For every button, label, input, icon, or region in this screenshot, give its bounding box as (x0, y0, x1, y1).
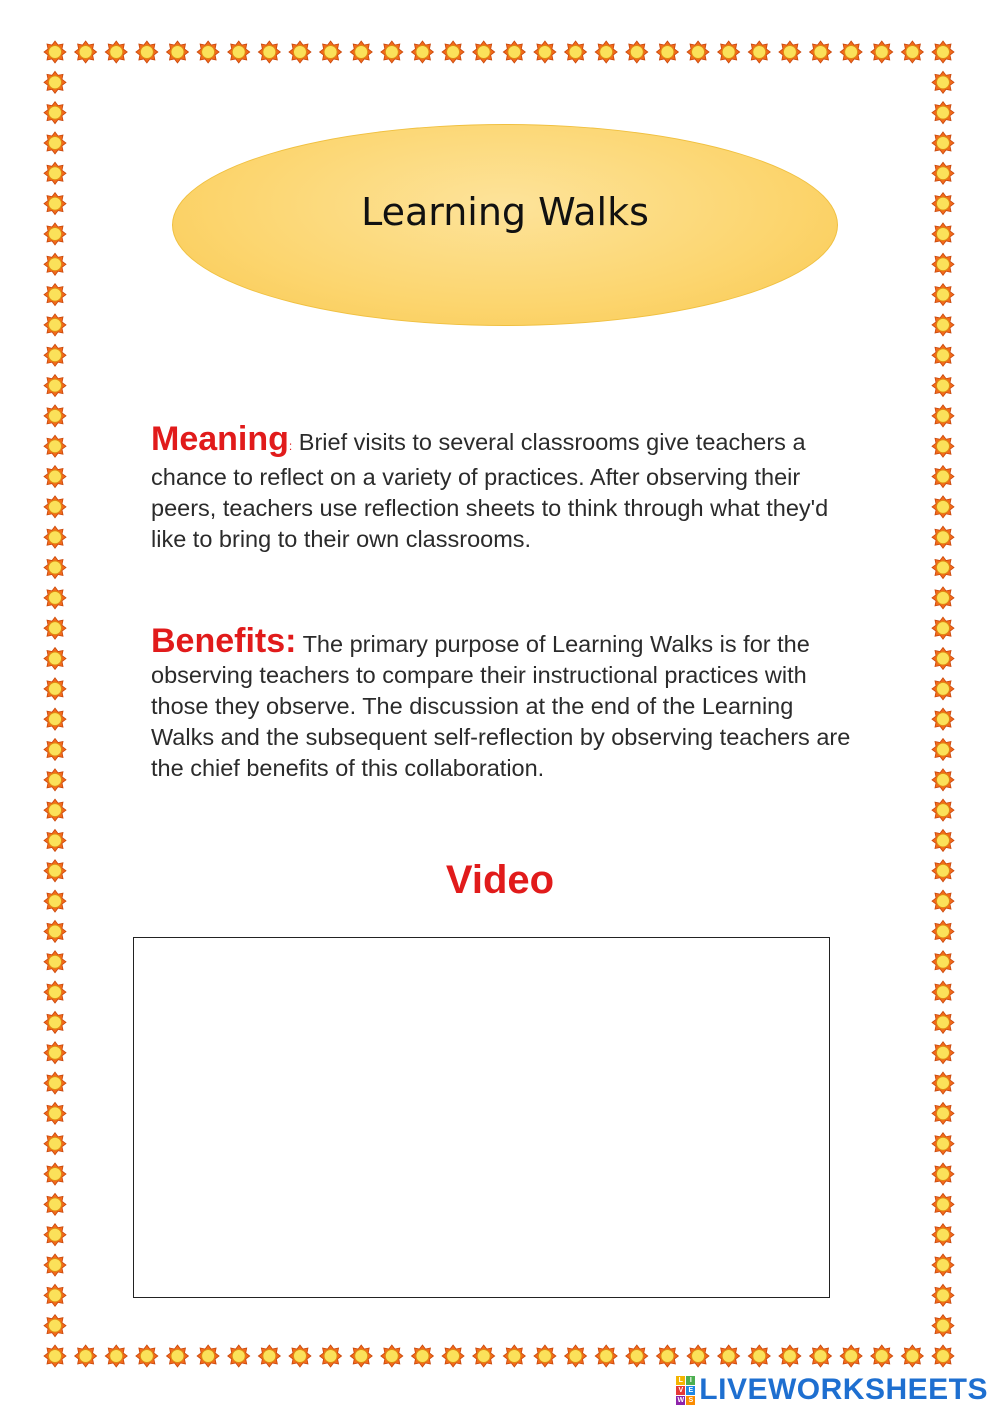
border-flower-icon (871, 1345, 893, 1367)
border-flower-icon (687, 41, 709, 63)
border-flower-icon (626, 1345, 648, 1367)
border-flower-icon (932, 1163, 954, 1185)
border-flower-icon (44, 496, 66, 518)
border-flower-icon (503, 1345, 525, 1367)
page-title: Learning Walks (361, 190, 649, 234)
border-flower-icon (932, 860, 954, 882)
border-flower-icon (840, 41, 862, 63)
border-flower-icon (289, 1345, 311, 1367)
border-flower-icon (44, 860, 66, 882)
border-flower-icon (473, 41, 495, 63)
border-flower-icon (44, 890, 66, 912)
border-flower-icon (44, 193, 66, 215)
border-flower-icon (932, 132, 954, 154)
border-flower-icon (932, 648, 954, 670)
border-flower-icon (810, 1345, 832, 1367)
border-flower-icon (932, 1072, 954, 1094)
border-flower-icon (932, 1315, 954, 1337)
border-flower-icon (932, 1102, 954, 1124)
border-flower-icon (932, 1042, 954, 1064)
border-flower-icon (932, 920, 954, 942)
border-flower-icon (932, 1284, 954, 1306)
border-flower-icon (932, 314, 954, 336)
border-flower-icon (44, 223, 66, 245)
border-flower-icon (166, 41, 188, 63)
border-flower-icon (932, 981, 954, 1003)
border-flower-icon (932, 41, 954, 63)
border-flower-icon (75, 41, 97, 63)
border-flower-icon (258, 1345, 280, 1367)
border-flower-icon (75, 1345, 97, 1367)
border-flower-icon (901, 41, 923, 63)
border-flower-icon (44, 951, 66, 973)
video-heading: Video (445, 858, 555, 902)
border-flower-icon (932, 829, 954, 851)
meaning-text: Brief visits to several classrooms give teachers a chance to reflect on a variety of practices. After observing their peers, teachers use reflection sheets to think through what they'd like to bring to their own classrooms. (151, 429, 829, 552)
border-flower-icon (932, 253, 954, 275)
border-flower-icon (718, 41, 740, 63)
border-flower-icon (44, 1133, 66, 1155)
border-flower-icon (932, 284, 954, 306)
border-flower-icon (44, 708, 66, 730)
border-flower-icon (44, 1042, 66, 1064)
border-flower-icon (932, 1345, 954, 1367)
border-flower-icon (44, 1315, 66, 1337)
border-flower-icon (442, 1345, 464, 1367)
border-flower-icon (44, 162, 66, 184)
border-flower-icon (44, 526, 66, 548)
border-flower-icon (503, 41, 525, 63)
border-flower-icon (44, 1284, 66, 1306)
border-flower-icon (197, 41, 219, 63)
border-flower-icon (840, 1345, 862, 1367)
border-flower-icon (473, 1345, 495, 1367)
border-flower-icon (932, 617, 954, 639)
border-flower-icon (228, 1345, 250, 1367)
border-flower-icon (718, 1345, 740, 1367)
border-flower-icon (932, 344, 954, 366)
border-flower-icon (44, 769, 66, 791)
border-flower-icon (44, 1254, 66, 1276)
logo-tile: V (676, 1386, 685, 1395)
border-flower-icon (197, 1345, 219, 1367)
border-flower-icon (932, 708, 954, 730)
meaning-label: Meaning (151, 420, 289, 458)
border-flower-icon (932, 496, 954, 518)
logo-tile: W (677, 1396, 685, 1404)
brand-name: LIVEWORKSHEETS (699, 1373, 988, 1406)
border-flower-icon (44, 1011, 66, 1033)
border-flower-icon (411, 1345, 433, 1367)
border-flower-icon (44, 132, 66, 154)
border-flower-icon (44, 435, 66, 457)
border-flower-icon (932, 405, 954, 427)
border-flower-icon (656, 41, 678, 63)
border-flower-icon (44, 981, 66, 1003)
border-flower-icon (411, 41, 433, 63)
liveworksheets-logo-icon (676, 1376, 695, 1405)
border-flower-icon (166, 1345, 188, 1367)
border-flower-icon (136, 41, 158, 63)
border-flower-icon (534, 1345, 556, 1367)
border-flower-icon (932, 769, 954, 791)
border-flower-icon (748, 41, 770, 63)
border-flower-icon (810, 41, 832, 63)
logo-tile: E (686, 1386, 695, 1395)
liveworksheets-brand[interactable] (676, 1374, 988, 1406)
benefits-paragraph (151, 622, 851, 784)
border-flower-icon (565, 41, 587, 63)
border-flower-icon (932, 890, 954, 912)
border-flower-icon (350, 41, 372, 63)
border-flower-icon (228, 41, 250, 63)
border-flower-icon (932, 557, 954, 579)
border-flower-icon (932, 162, 954, 184)
border-flower-icon (105, 41, 127, 63)
border-flower-icon (44, 738, 66, 760)
border-flower-icon (320, 1345, 342, 1367)
border-flower-icon (932, 435, 954, 457)
border-flower-icon (932, 71, 954, 93)
border-flower-icon (595, 1345, 617, 1367)
border-flower-icon (44, 920, 66, 942)
border-flower-icon (932, 1224, 954, 1246)
border-flower-icon (320, 41, 342, 63)
border-flower-icon (44, 102, 66, 124)
border-flower-icon (901, 1345, 923, 1367)
border-flower-icon (44, 375, 66, 397)
border-flower-icon (626, 41, 648, 63)
border-flower-icon (656, 1345, 678, 1367)
logo-tile: I (686, 1376, 695, 1385)
border-flower-icon (44, 41, 66, 63)
border-flower-icon (381, 1345, 403, 1367)
border-flower-icon (932, 587, 954, 609)
border-flower-icon (932, 193, 954, 215)
border-flower-icon (44, 1163, 66, 1185)
border-flower-icon (534, 41, 556, 63)
benefits-text: The primary purpose of Learning Walks is for the observing teachers to compare their instructional practices with those they observe. The discussion at the end of the Learning Walks and the subsequent self-reflection by observing teachers are the chief benefits of this collaboration. (151, 631, 851, 781)
border-flower-icon (44, 587, 66, 609)
border-flower-icon (932, 678, 954, 700)
border-flower-icon (932, 375, 954, 397)
border-flower-icon (44, 71, 66, 93)
border-flower-icon (44, 617, 66, 639)
border-flower-icon (44, 466, 66, 488)
logo-tile: L (676, 1376, 685, 1385)
border-flower-icon (932, 799, 954, 821)
border-flower-icon (687, 1345, 709, 1367)
border-flower-icon (779, 41, 801, 63)
border-flower-icon (748, 1345, 770, 1367)
video-embed-box[interactable] (133, 937, 830, 1298)
border-flower-icon (932, 738, 954, 760)
border-flower-icon (44, 678, 66, 700)
meaning-paragraph (151, 420, 851, 555)
border-flower-icon (381, 41, 403, 63)
border-flower-icon (44, 799, 66, 821)
border-flower-icon (136, 1345, 158, 1367)
benefits-label: Benefits: (151, 622, 297, 660)
border-flower-icon (350, 1345, 372, 1367)
border-flower-icon (932, 1133, 954, 1155)
border-flower-icon (44, 1193, 66, 1215)
border-flower-icon (44, 344, 66, 366)
border-flower-icon (932, 1011, 954, 1033)
border-flower-icon (442, 41, 464, 63)
border-flower-icon (44, 829, 66, 851)
border-flower-icon (44, 1102, 66, 1124)
border-flower-icon (932, 466, 954, 488)
border-flower-icon (932, 526, 954, 548)
border-flower-icon (44, 253, 66, 275)
border-flower-icon (289, 41, 311, 63)
border-flower-icon (44, 314, 66, 336)
border-flower-icon (105, 1345, 127, 1367)
border-flower-icon (595, 41, 617, 63)
border-flower-icon (44, 1072, 66, 1094)
border-flower-icon (44, 284, 66, 306)
border-flower-icon (932, 1254, 954, 1276)
border-flower-icon (932, 951, 954, 973)
logo-tile: S (686, 1396, 695, 1405)
border-flower-icon (871, 41, 893, 63)
border-flower-icon (44, 1345, 66, 1367)
border-flower-icon (932, 102, 954, 124)
border-flower-icon (44, 405, 66, 427)
border-flower-icon (44, 648, 66, 670)
meaning-colon: : (288, 439, 293, 453)
border-flower-icon (44, 1224, 66, 1246)
border-flower-icon (258, 41, 280, 63)
border-flower-icon (932, 223, 954, 245)
border-flower-icon (779, 1345, 801, 1367)
border-flower-icon (932, 1193, 954, 1215)
border-flower-icon (565, 1345, 587, 1367)
border-flower-icon (44, 557, 66, 579)
